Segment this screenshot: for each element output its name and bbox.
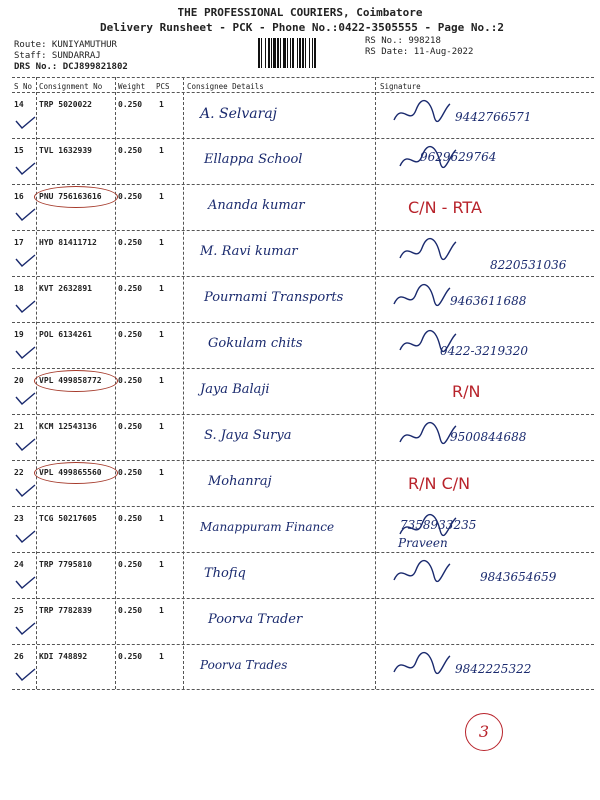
- row-signature-phone: 7358933235: [400, 518, 477, 532]
- row-consignment-no: VPL 499858772: [39, 376, 102, 385]
- row-consignee-handwritten: Thofiq: [204, 566, 246, 581]
- row-consignee-handwritten: S. Jaya Surya: [204, 428, 292, 443]
- row-weight: 0.250: [118, 192, 143, 201]
- row-divider: [12, 414, 594, 415]
- row-sno: 24: [14, 560, 24, 569]
- circled-consignment-mark: [34, 462, 118, 484]
- row-consignee-handwritten: Pournami Transports: [204, 290, 344, 305]
- row-consignment-no: TRP 5020022: [39, 100, 92, 109]
- row-consignee-handwritten: Poorva Trader: [208, 612, 303, 627]
- row-weight: 0.250: [118, 376, 143, 385]
- row-pcs: 1: [159, 284, 164, 293]
- row-pcs: 1: [159, 514, 164, 523]
- signature-scribble-icon: [398, 328, 458, 358]
- row-weight: 0.250: [118, 606, 143, 615]
- check-mark-icon: [14, 484, 36, 498]
- signature-scribble-icon: [392, 282, 452, 312]
- check-mark-icon: [14, 668, 36, 682]
- row-pcs: 1: [159, 422, 164, 431]
- row-divider: [12, 276, 594, 277]
- page-mark: 3: [465, 713, 503, 751]
- row-consignment-no: KVT 2632891: [39, 284, 92, 293]
- row-consignee-handwritten: Ananda kumar: [208, 198, 305, 213]
- staff-label: Staff: SUNDARRAJ: [14, 51, 101, 61]
- runsheet-subtitle: Delivery Runsheet - PCK - Phone No.:0422-3505555 - Page No.:2: [100, 21, 504, 34]
- row-sno: 19: [14, 330, 24, 339]
- row-pcs: 1: [159, 100, 164, 109]
- col-header-consignment: Consignment No: [39, 82, 103, 91]
- row-consignment-no: TRP 7782839: [39, 606, 92, 615]
- row-sno: 17: [14, 238, 24, 247]
- row-pcs: 1: [159, 330, 164, 339]
- signature-scribble-icon: [398, 144, 458, 174]
- row-pcs: 1: [159, 146, 164, 155]
- row-delivery-remark: Praveen: [398, 536, 448, 550]
- row-divider: [12, 506, 594, 507]
- rs-number: RS No.: 998218: [365, 36, 441, 46]
- row-signature-phone: 9463611688: [450, 294, 527, 308]
- row-weight: 0.250: [118, 514, 143, 523]
- circled-consignment-mark: [34, 186, 118, 208]
- row-divider: [12, 552, 594, 553]
- row-sno: 26: [14, 652, 24, 661]
- row-signature-phone: 8220531036: [490, 258, 567, 272]
- page-title: THE PROFESSIONAL COURIERS, Coimbatore: [177, 6, 423, 19]
- row-consignment-no: VPL 499865560: [39, 468, 102, 477]
- row-divider: [12, 322, 594, 323]
- row-sno: 18: [14, 284, 24, 293]
- barcode: [258, 38, 358, 68]
- row-consignee-handwritten: Jaya Balaji: [200, 382, 270, 397]
- row-weight: 0.250: [118, 146, 143, 155]
- check-mark-icon: [14, 162, 36, 176]
- row-delivery-remark: R/N C/N: [408, 474, 471, 493]
- row-sno: 14: [14, 100, 24, 109]
- row-sno: 15: [14, 146, 24, 155]
- row-consignee-handwritten: Gokulam chits: [208, 336, 303, 351]
- header-bottom-line: [12, 92, 594, 93]
- circled-consignment-mark: [34, 370, 118, 392]
- row-signature-phone: 9500844688: [450, 430, 527, 444]
- row-weight: 0.250: [118, 422, 143, 431]
- row-consignee-handwritten: A. Selvaraj: [200, 106, 277, 122]
- row-weight: 0.250: [118, 284, 143, 293]
- check-mark-icon: [14, 530, 36, 544]
- route-label: Route: KUNIYAMUTHUR: [14, 40, 117, 50]
- check-mark-icon: [14, 346, 36, 360]
- row-signature-phone: 0422-3219320: [440, 344, 529, 358]
- signature-scribble-icon: [392, 558, 452, 588]
- signature-scribble-icon: [392, 650, 452, 680]
- row-consignment-no: POL 6134261: [39, 330, 92, 339]
- check-mark-icon: [14, 254, 36, 268]
- row-weight: 0.250: [118, 652, 143, 661]
- table-top-line: [12, 77, 594, 78]
- row-divider: [12, 230, 594, 231]
- row-pcs: 1: [159, 468, 164, 477]
- row-consignment-no: HYD 81411712: [39, 238, 97, 247]
- row-consignment-no: TRP 7795810: [39, 560, 92, 569]
- row-divider: [12, 368, 594, 369]
- row-divider: [12, 644, 594, 645]
- col-header-pcs: PCS: [156, 82, 170, 91]
- row-weight: 0.250: [118, 330, 143, 339]
- row-weight: 0.250: [118, 560, 143, 569]
- row-sno: 25: [14, 606, 24, 615]
- row-consignee-handwritten: M. Ravi kumar: [200, 244, 298, 259]
- check-mark-icon: [14, 392, 36, 406]
- col-header-signature: Signature: [380, 82, 421, 91]
- row-weight: 0.250: [118, 100, 143, 109]
- signature-scribble-icon: [398, 420, 458, 450]
- row-sno: 22: [14, 468, 24, 477]
- rs-date: RS Date: 11-Aug-2022: [365, 47, 474, 57]
- row-divider: [12, 184, 594, 185]
- signature-scribble-icon: [392, 98, 452, 128]
- row-sno: 16: [14, 192, 24, 201]
- row-consignee-handwritten: Ellappa School: [204, 152, 303, 167]
- table-bottom-line: [12, 689, 594, 690]
- row-signature-phone: 9843654659: [480, 570, 557, 584]
- check-mark-icon: [14, 208, 36, 222]
- row-consignment-no: TVL 1632939: [39, 146, 92, 155]
- row-consignee-handwritten: Mohanraj: [208, 474, 272, 489]
- row-consignment-no: PNU 756163616: [39, 192, 102, 201]
- row-pcs: 1: [159, 192, 164, 201]
- check-mark-icon: [14, 300, 36, 314]
- row-sno: 21: [14, 422, 24, 431]
- row-delivery-remark: C/N - RTA: [408, 198, 482, 217]
- row-pcs: 1: [159, 238, 164, 247]
- row-divider: [12, 598, 594, 599]
- row-divider: [12, 460, 594, 461]
- row-pcs: 1: [159, 606, 164, 615]
- drs-label: DRS No.: DCJ899821802: [14, 62, 128, 72]
- row-delivery-remark: R/N: [452, 382, 481, 401]
- row-divider: [12, 138, 594, 139]
- check-mark-icon: [14, 116, 36, 130]
- row-consignment-no: KDI 748892: [39, 652, 88, 661]
- row-signature-phone: 9442766571: [455, 110, 532, 124]
- row-weight: 0.250: [118, 238, 143, 247]
- check-mark-icon: [14, 576, 36, 590]
- row-consignment-no: KCM 12543136: [39, 422, 97, 431]
- col-header-consignee: Consignee Details: [187, 82, 264, 91]
- row-signature-phone: 9629629764: [420, 150, 497, 164]
- row-sno: 20: [14, 376, 24, 385]
- check-mark-icon: [14, 622, 36, 636]
- col-header-sno: S No: [14, 82, 33, 91]
- col-header-weight: Weight: [118, 82, 146, 91]
- signature-scribble-icon: [398, 512, 458, 542]
- check-mark-icon: [14, 438, 36, 452]
- row-consignee-handwritten: Manappuram Finance: [200, 520, 335, 534]
- row-signature-phone: 9842225322: [455, 662, 532, 676]
- row-pcs: 1: [159, 560, 164, 569]
- row-pcs: 1: [159, 652, 164, 661]
- row-consignment-no: TCG 50217605: [39, 514, 97, 523]
- row-sno: 23: [14, 514, 24, 523]
- signature-scribble-icon: [398, 236, 458, 266]
- row-weight: 0.250: [118, 468, 143, 477]
- row-pcs: 1: [159, 376, 164, 385]
- row-consignee-handwritten: Poorva Trades: [200, 658, 288, 672]
